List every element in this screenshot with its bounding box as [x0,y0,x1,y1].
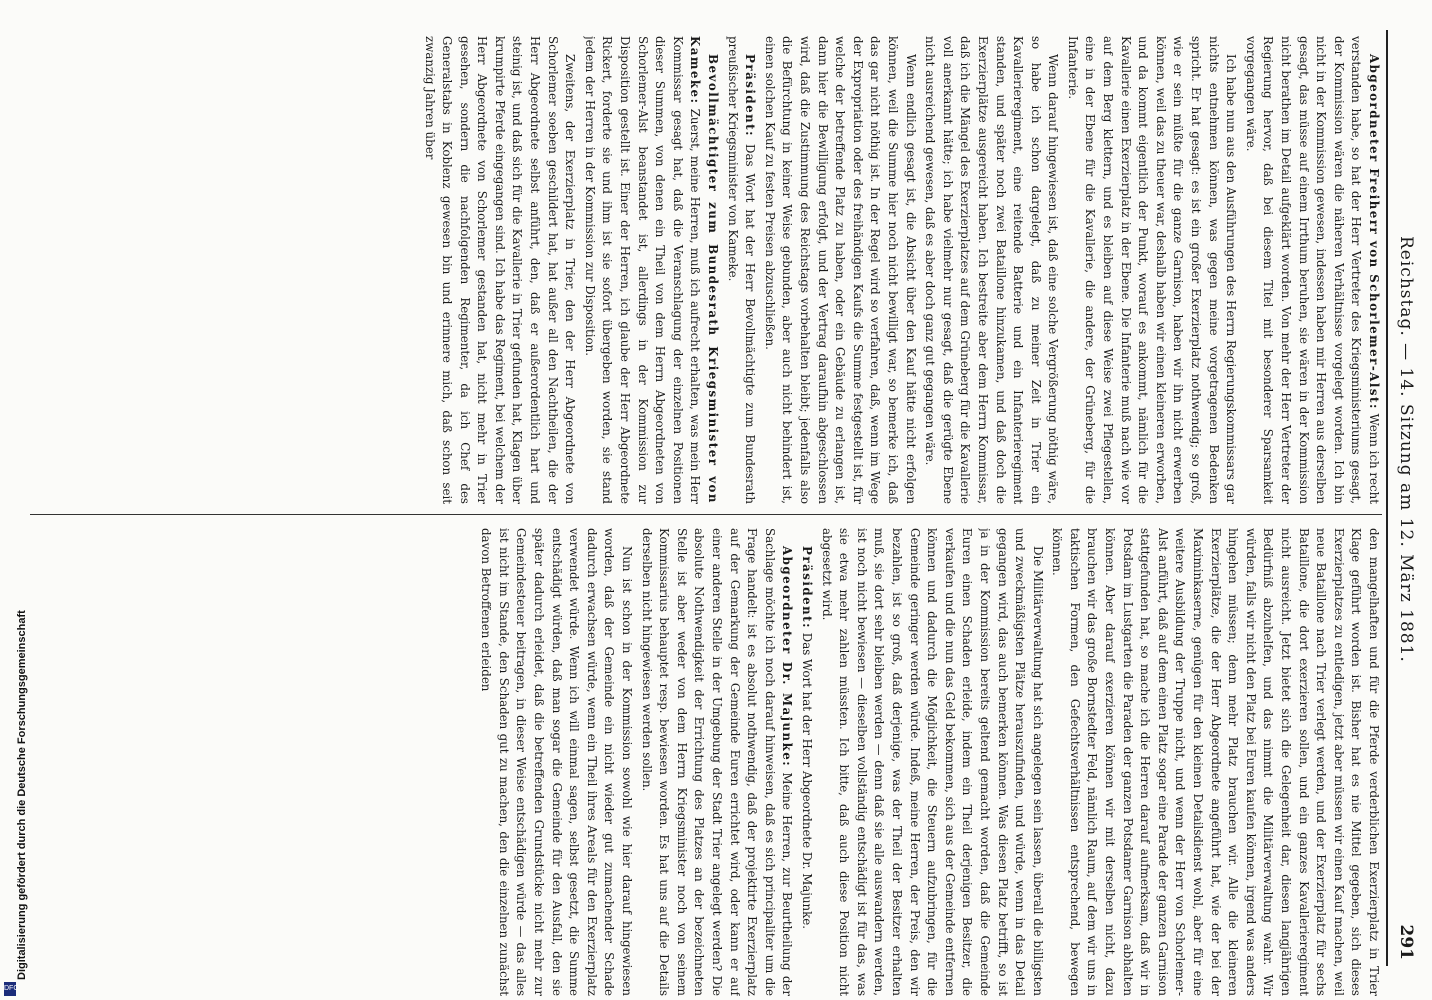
speaker-label: Präsident: [800,546,814,629]
paragraph-text: Zuerst, meine Herren, muß ich aufrecht erhalten, was mein Herr Kommissar gesagt hat, daß die Veranschlagung der einzelnen Positionen dieser Summen, von denen ein Theil von dem Herrn Abgeordneten von Schorlemer-Alst beanstandet ist, allerdings in der Kommission zur Disposition gestellt ist. Einer der Herren, ich glaube der Herr Abgeordnete Rickert, forderte sie und ihm ist sie sofort übergeben worden, sie stand jedem der Herren in der Kommission zur Disposition. [582,36,703,504]
page-number: 291 [1396,924,1416,960]
speaker-label: Bevollmächtigter zum Bundesrath Kriegsminister von Kameke: [688,36,721,504]
paragraph-text: Das Wort hat der Herr Abgeordnete Dr. Majunke. [800,632,814,930]
paragraph: Ich habe nun aus den Ausführungen des Herrn Regierungskommissars gar nichts entnehmen können, was gegen meine vorgetragenen Bedenken spricht. Er hat gesagt: es ist ein großer Exerzierplatz nothwendig; so groß, wie er sein müßte für die ganze Garnison, haben wir ihn nicht erwerben können, weil das zu theuer war, deshalb haben wir einen kleineren erworben, und da kommt eigentlich der Punkt, worauf es ankommt, nämlich für die Kavallerie einen Exerzierplatz in der Ebene. Die Infanterie muß nach wie vor auf dem Berg klettern, und es bleiben auf diese Weise zwei Pflegestellen, eine in der Ebene für die Kavallerie, die andere, der Grüneberg, für die Infanterie. [1065,36,1239,504]
paragraph: Nun ist schon in der Kommission sowohl wie hier darauf hingewiesen worden, daß der Gemeinde ein nicht wieder gut zumachender Schade dadurch erwachsen würde, wenn ein Theil ihres Areals für den Exerzierplatz verwendet würde. Wenn ich will einmal sagen, selbst gesetzt, die Summe entschädigt würden, daß man sogar die Gemeinde für den Ausfall, den sie später dadurch erleidet, daß die betreffenden Grundstücke nicht mehr zur Gemeindesteuer beitragen, in dieser Weise entschädigen würde — das alles ist nicht im Stande, den Schaden gut zu machen, den die einzelnen zunächst davon Betroffenen erleiden [479,528,635,996]
speaker-label: Abgeordneter Freiherr von Schorlemer-Alst: [1367,54,1381,410]
left-column [28,36,1382,504]
paragraph-text: Wenn ich recht verstanden habe, so hat der Herr Vertreter des Kriegsministeriums gesagt, der Kommission wären die näheren Verhältnisse vorgelegt worden. Ich bin nicht in der Kommission gewesen, indessen haben mir Herren aus derselben gesagt, das müsse auf einem Irrthum beruhen, sie wären in der Kommission nicht berathen im Detail aufgeklärt worden. Von mehr der Herr Vertreter der Regierung hervor, daß bei diesem Titel mit besonderer Sparsamkeit vorgegangen wäre. [1243,36,1381,504]
right-column [28,528,1382,996]
paragraph-text: Das Wort hat der Herr Bevollmächtigte zum Bundesrath preußischer Kriegsminister von Kameke. [725,36,758,504]
page-header [1392,36,1420,960]
paragraph-text: Meine Herren, zur Beurtheilung der Sachlage möchte ich noch darauf hinweisen, daß es sich principaliter um die Frage handelt: ist es absolut nothwendig, daß der projektirte Exerzierplatz auf der Gemarkung der Gemeinde Euren errichtet wird, oder kann er auf einer anderen Stelle in der Umgebung der Stadt Trier angelegt werden? Die absolute Nothwendigkeit der Errichtung des Platzes an der bezeichneten Stelle ist aber weder von dem Herrn Kriegsminister noch von seinem Kommissarius behauptet resp. bewiesen worden. Es hat uns auf die Details derselben nicht hingewiesen werden sollen. [639,528,795,996]
dfg-logo-badge: DFG [4,982,16,996]
paragraph: Wenn endlich gesagt ist, die Absicht über den Kauf hätte nicht erfolgen können, weil die Summe hier noch nicht bewilligt war, so bemerke ich, daß das gar nicht nöthig ist. In der Regel wird so verfahren, daß, wenn im Wege der Expropriation oder des freihändigen Kaufs die Summe festgestellt ist, für welche der betreffende Platz zu haben, oder ein Gebäude zu erlangen ist, dann hier die Bewilligung erfolgt, und der Vertrag daraufhin abgeschlossen wird, daß die Zustimmung des Reichstags vorbehalten bleibt; jedenfalls also die Befürchtung in keiner Weise gebunden, aber auch nicht behindert ist, einen solchen Kauf zu festen Preisen abzuschließen. [762,36,918,504]
paragraph: Die Militärverwaltung hat sich angelegen sein lassen, überall die billigsten und zweckmäßigsten Plätze herauszufinden, und würde, wenn in das Detail gegangen wird, das auch bemerken können. Was diesen Platz betrifft, so ist ja in der Kommission bereits geltend gemacht worden, daß die Gemeinde Euren einen Schaden erleide, indem ein Theil derjenigen Besitzer, die verkaufen und die nun das Geld bekommen, sich aus der Gemeinde entfernen können und dadurch die Möglichkeit, die Steuern aufzubringen, für die Gemeinde geringer werden würde. Indeß, meine Herren, der Preis, den wir bezahlen, ist so groß, daß derjenige, was der Theil der Besitzer erhalten muß, sie dort sehr bleiben werden — denn daß sie alle auswandern werden, ist noch nicht bewiesen — dieselben vollständig entschädigt ist für das, was sie etwa mehr zahlen müssten. Ich bitte, daß auch diese Position nicht abgesetzt wird. [819,528,1045,996]
paragraph: Zweitens, der Exerzierplatz in Trier, den der Herr Abgeordnete von Schorlemer soeben geschildert hat, hat außer all den Nachtheilen, die der Herr Abgeordnete selbst anführt, den, daß er außerordentlich hart und steinig ist, und daß sich für die Kavallerie in Trier gefunden hat, Klagen über krumpirte Pferde eingegangen sind. Ich habe das Regiment, bei welchem der Herr Abgeordnete von Schorlemer gestanden hat, nicht mehr in Trier gesehen, sondern die nachfolgenden Regimenter, da ich Chef des Generalstabs in Koblenz gewesen bin und erinnere mich, daß schon seit zwanzig Jahren über [422,36,578,504]
funding-note [2,370,28,980]
funding-note-text: Digitalisierung gefördert durch die Deutsche Forschungsgemeinschaft [16,610,28,980]
speaker-label: Präsident: [743,54,758,137]
column-divider [30,514,1382,515]
running-header: Reichstag. — 14. Sitzung am 12. März 1881. [1396,236,1416,663]
header-rule [1386,30,1388,966]
speaker-label: Abgeordneter Dr. Majunke: [780,546,795,768]
paragraph: Wenn darauf hingewiesen ist, daß eine solche Vergrößerung nöthig wäre, so habe ich schon dargelegt, daß zu meiner Zeit in Trier ein Kavallerieregiment, eine reitende Batterie und ein Infanterieregiment standen, und später noch zwei Bataillone hinzukamen, und daß doch die Exerzierplätze ausgereicht haben. Ich bestreite aber dem Herrn Kommissar, daß ich die Mängel des Exerzierplatzes auf dem Grüneberg für die Kavallerie voll anerkannt hätte; ich habe vielmehr nur gesagt, daß die gerügte Ebene nicht ausreichend gewesen, daß es aber doch ganz gut gegangen wäre. [923,36,1061,504]
paragraph: den mangelhaften und für die Pferde verderblichen Exerzierplatz in Trier Klage geführt worden ist. Bisher hat es nie Mittel gegeben, sich dieses Exerzierplatzes zu entledigen, jetzt aber müssen wir einen Kauf machen, weil neue Bataillone nach Trier verlegt werden, und der Exerzierplatz für sechs Bataillone, die dort exerzieren sollen, und ein ganzes Kavallerieregiment nicht ausreicht. Jetzt bietet sich die Gelegenheit dar, diesen langjährigen Bedürfniß abzuhelfen, und das nimmt die Militärverwaltung wahr. Wir würden, falls wir nicht den Platz bei Euren kaufen können, irgend was anders hingehen müssen; denn mehr Platz brauchen wir. Alle die kleineren Exerzierplätze, die der Herr Abgeordnete angeführt hat, wie der bei der Maximinkaserne, genügen für den kleinen Detailsdienst wohl, aber für eine weitere Ausbildung der Truppe nicht, und wenn der Herr von Schorlemer-Alst anführt, daß auf dem einen Platz sogar eine Parade der ganzen Garnison stattgefunden hat, so mache ich die Herren darauf aufmerksam, daß wir in Potsdam im Lustgarten die Paraden der ganzen Potsdamer Garnison abhalten können. Aber darauf exerzieren können wir mit derselben nicht, dazu brauchen wir das große Bornstedter Feld, nämlich Raum, auf dem wir uns in taktischen Formen, den Gefechtsverhältnissen entsprechend, bewegen können. [1050,528,1381,996]
